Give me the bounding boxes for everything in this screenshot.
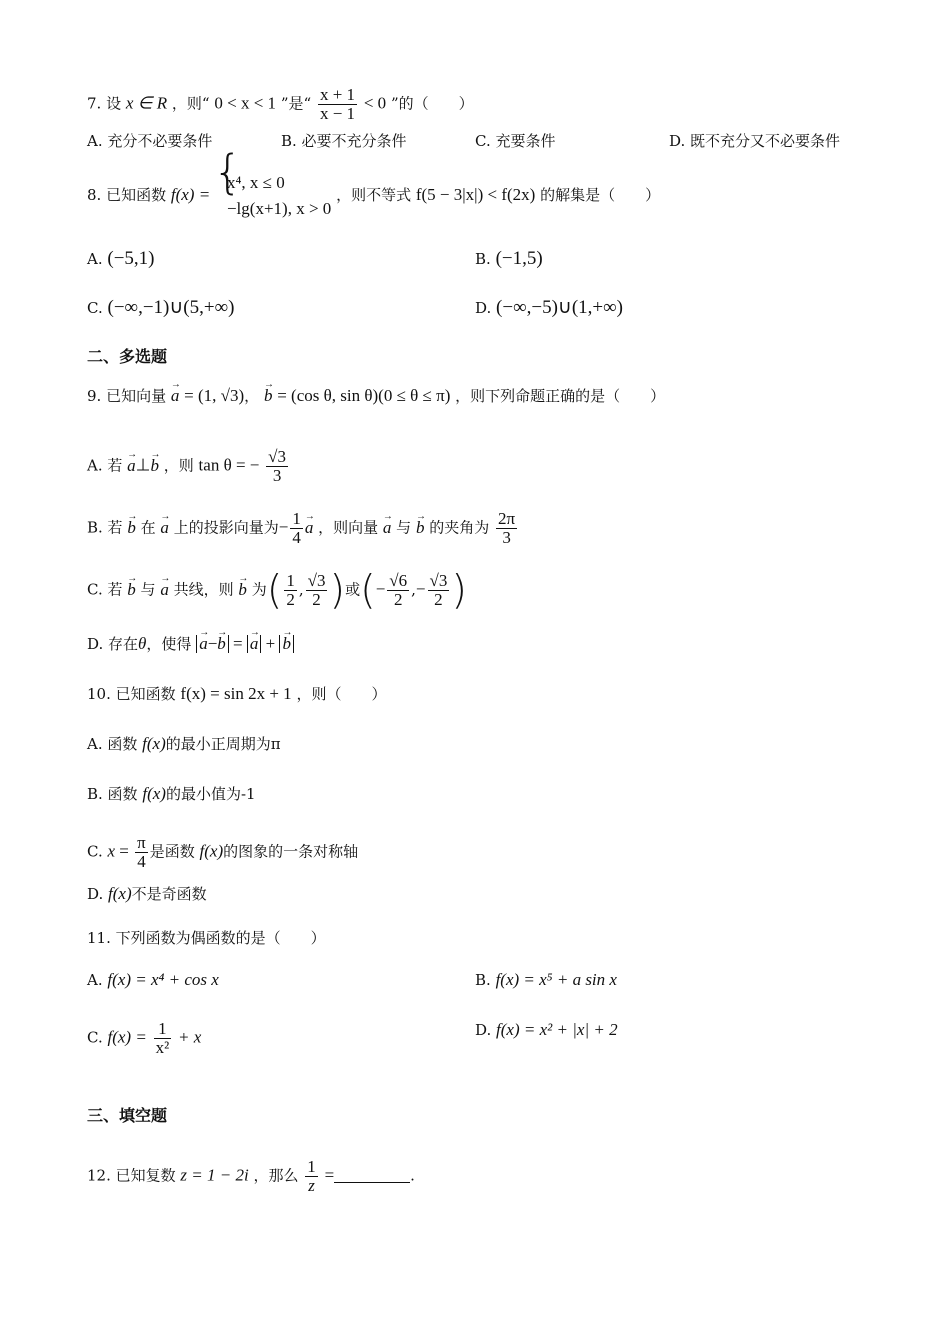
q11-option-c-frac-den: x² [155,1038,170,1057]
q11-option-b-value: f(x) = x⁵ + a sin x [495,970,617,989]
vector-a: → a [383,518,392,538]
q12-frac-den: z [308,1176,315,1195]
q11-option-c-frac-num: 1 [154,1020,172,1039]
q9-option-c-frac-3-num: √6 [389,571,408,590]
q10-option-a-label: A. 函数 [87,735,138,753]
question-10-stem [87,684,386,704]
q10-option-d: D. f(x)不是奇函数 [87,884,207,903]
vector-a: → a [160,580,169,600]
q10-option-a: A. 函数 f(x)的最小正周期为π [87,734,281,753]
q7-text-a: 7. 设 [87,94,122,113]
q9-option-b-text-5: 的夹角为 [429,518,490,537]
q8-option-d [475,298,623,318]
q10-option-c-frac-den: 4 [137,852,146,871]
question-7-stem [87,86,474,123]
question-9-stem: 9. 已知向量 → a = (1, √3)， → b = (cos θ, sin θ)(0 ≤ θ ≤ π) ，则下列命题正确的是（ ） [87,386,665,406]
q12-equals: = [324,1165,335,1185]
q9-option-c-frac-4-num: √3 [429,571,448,590]
q9-option-a-mid: ，则 [163,456,194,475]
vector-b: → b [127,580,136,600]
q9-option-b-frac-den: 3 [502,528,511,547]
q9-text-a: 9. 已知向量 [87,387,167,405]
q9-b-value: = (cos θ, sin θ)(0 ≤ θ ≤ π) [277,386,451,405]
q9-option-c-frac-1 [284,572,297,609]
q8-option-c [87,298,234,318]
q7-x-in-r: x ∈ R [125,93,168,113]
q9-option-b-fraction [496,510,517,547]
q7-condition-1: 0 < x < 1 [214,93,277,113]
q9-a-value: = (1, √3) [184,386,245,405]
q10-option-d-label: D. [87,885,104,903]
q7-fraction [318,86,357,123]
question-8-stem [87,170,660,222]
q8-inequality: f(5 − 3|x|) < f(2x) [415,185,536,204]
vector-b: → b [264,386,273,406]
q8-case-2: −lg(x+1), x > 0 [226,199,332,218]
q8-option-a-label: A. [87,250,103,268]
q11-option-d-label: D. [475,1021,492,1039]
q8-option-d-label: D. [475,299,492,317]
q9-option-b-coef [290,510,303,547]
q10-option-c: C. x = $\frac{\pi}{4}$ 是函数 f(x)的图象的一条对称轴 [87,833,359,871]
q9-option-d-abs-diff: → a−→ b [196,635,229,653]
q12-z-expression: z = 1 − 2i [180,1165,249,1185]
q9-option-d-text-1: ，使得 [146,635,192,653]
q8-option-a-value: (−5,1) [107,248,155,269]
q9-option-b-text-2: 上的投影向量为 [173,518,279,537]
q8-piecewise [215,170,331,222]
q8-option-b-value: (−1,5) [495,248,543,269]
q9-option-b: B. 若 → b 在 → a 上的投影向量为− $\frac{1}{4}$ → a ，则向量 → a 与 → b 的夹角为 $\frac{2\pi}{3}$ [87,510,519,547]
q8-option-c-label: C. [87,299,103,317]
q8-option-b [475,249,543,269]
q11-option-c-label: C. [87,1028,103,1047]
q7-text-d: ”的（ ） [390,94,474,113]
q9-option-c: C. 若 → b 与 → a 共线，则 → b 为( $\frac{1}{2}$ , $\frac{√3}{2}$ )或(− $\frac{√6}{2}$ ,− $\frac{√3}{2}$ ) [87,572,467,609]
q9-option-a-fraction [266,448,288,485]
q9-option-d-abs-a: → a [247,635,262,653]
q7-text-c: ”是“ [280,94,312,113]
q9-option-c-frac-1-den: 2 [286,590,295,609]
q9-option-a: A. 若 → a⊥→ b ，则 tan θ = − $\frac{√3}{3}$ [87,448,290,485]
q9-option-c-frac-2-num: √3 [307,571,326,590]
section-3-heading: 三、填空题 [87,1106,168,1125]
q9-option-a-label: A. 若 [87,456,123,475]
q9-option-c-frac-2 [306,572,328,609]
q10-option-c-text-2: 的图象的一条对称轴 [223,842,359,861]
q9-option-c-frac-1-num: 1 [286,571,295,590]
q7-option-a: A. 充分不必要条件 [87,132,213,150]
q8-option-c-value: (−∞,−1)∪(5,+∞) [107,297,235,318]
q8-text-c: 的解集是（ ） [540,186,661,204]
q7-frac-num: x + 1 [319,85,356,104]
q9-option-c-or: 或 [345,580,361,599]
q11-option-a-label: A. [87,971,103,989]
q10-option-b: B. 函数 f(x)的最小值为-1 [87,784,256,803]
q10-option-d-text: 不是奇函数 [131,885,207,903]
q9-option-a-frac-den: 3 [272,466,282,485]
q7-option-d: D. 既不充分又不必要条件 [669,132,841,150]
q9-option-b-text-3: ，则向量 [318,518,379,537]
vector-a: → a [160,518,169,538]
q9-option-a-expr: tan θ = − [198,455,260,475]
q9-option-c-text-1: 与 [140,580,156,599]
q12-text-a: 12. 已知复数 [87,1166,176,1185]
vector-a: → a [127,456,136,476]
q9-option-d-label: D. 存在 [87,635,139,653]
q11-option-c-fraction [154,1020,172,1057]
q8-fx: f(x) = [170,185,211,204]
q7-frac-tail: < 0 [363,93,387,113]
q10-option-c-text: 是函数 [149,842,195,861]
q7-text-b: ，则“ [171,94,210,113]
q12-period: . [410,1166,415,1185]
q11-option-a [87,970,219,990]
q9-option-c-frac-3 [387,572,409,609]
vector-b: → b [238,580,247,600]
q9-option-b-text-1: 在 [140,518,156,537]
q10-option-c-fraction [135,834,148,871]
q9-option-c-frac-3-den: 2 [393,590,403,609]
q10-option-b-label: B. 函数 [87,785,138,803]
vector-a: → a [171,386,180,406]
question-11-stem: 11. 下列函数为偶函数的是（ ） [87,929,326,947]
q12-answer-blank[interactable] [334,1166,410,1183]
q10-expression: f(x) = sin 2x + 1 [180,684,292,703]
q9-text-b: ，则下列命题正确的是（ ） [455,387,666,405]
q9-option-c-text-3: 为 [251,580,267,599]
q11-option-c-prefix: f(x) = [107,1027,147,1047]
q12-text-b: ，那么 [253,1166,299,1185]
q8-text-b: ，则不等式 [336,186,412,204]
q8-case-1: { x⁴, x ≤ 0 [226,173,285,192]
q8-option-b-label: B. [475,250,491,268]
q12-frac-num: 1 [307,1157,316,1176]
q11-option-a-value: f(x) = x⁴ + cos x [107,970,219,989]
q11-option-d-value: f(x) = x² + |x| + 2 [496,1020,618,1039]
q9-option-a-frac-num: √3 [268,447,287,466]
vector-b: → b [150,456,159,476]
q9-option-c-frac-4 [428,572,450,609]
q10-text-b: ，则（ ） [296,685,387,703]
q9-option-c-text-2: 共线，则 [173,580,234,599]
question-12-stem [87,1158,415,1195]
q9-option-c-frac-2-den: 2 [312,590,321,609]
q7-frac-den: x − 1 [319,104,356,123]
q8-text-a: 8. 已知函数 [87,186,167,204]
q12-fraction [305,1158,318,1195]
q9-option-b-text-4: 与 [396,518,412,537]
q9-option-b-coef-num: 1 [292,509,301,528]
q9-option-b-coef-den: 4 [292,528,301,547]
q9-option-c-label: C. 若 [87,580,123,599]
q10-option-c-frac-num: π [137,833,146,852]
q11-option-d [475,1020,618,1040]
vector-b: → b [416,518,425,538]
q11-option-c [87,1020,201,1057]
vector-a: → a [305,518,314,538]
q7-option-b: B. 必要不充分条件 [281,132,407,150]
q8-option-d-value: (−∞,−5)∪(1,+∞) [496,297,623,318]
q9-option-d: D. 存在θ，使得 → a−→ b = → a + → b [87,634,294,654]
q11-option-b [475,970,617,990]
q11-option-c-suffix: + x [177,1027,202,1047]
q10-text-a: 10. 已知函数 [87,685,176,703]
q9-option-d-abs-b: → b [279,635,294,653]
vector-b: → b [127,518,136,538]
q9-option-b-label: B. 若 [87,518,123,537]
q9-option-c-frac-4-den: 2 [434,590,443,609]
q9-option-b-frac-num: 2π [498,509,516,528]
q10-option-a-text: 的最小正周期为π [165,735,281,753]
q7-option-c: C. 充要条件 [475,132,556,150]
q8-option-a [87,249,155,269]
section-2-heading: 二、多选题 [87,347,168,366]
q10-option-c-label: C. [87,842,103,861]
q11-option-b-label: B. [475,971,491,989]
q10-option-b-text: 的最小值为-1 [165,785,256,803]
